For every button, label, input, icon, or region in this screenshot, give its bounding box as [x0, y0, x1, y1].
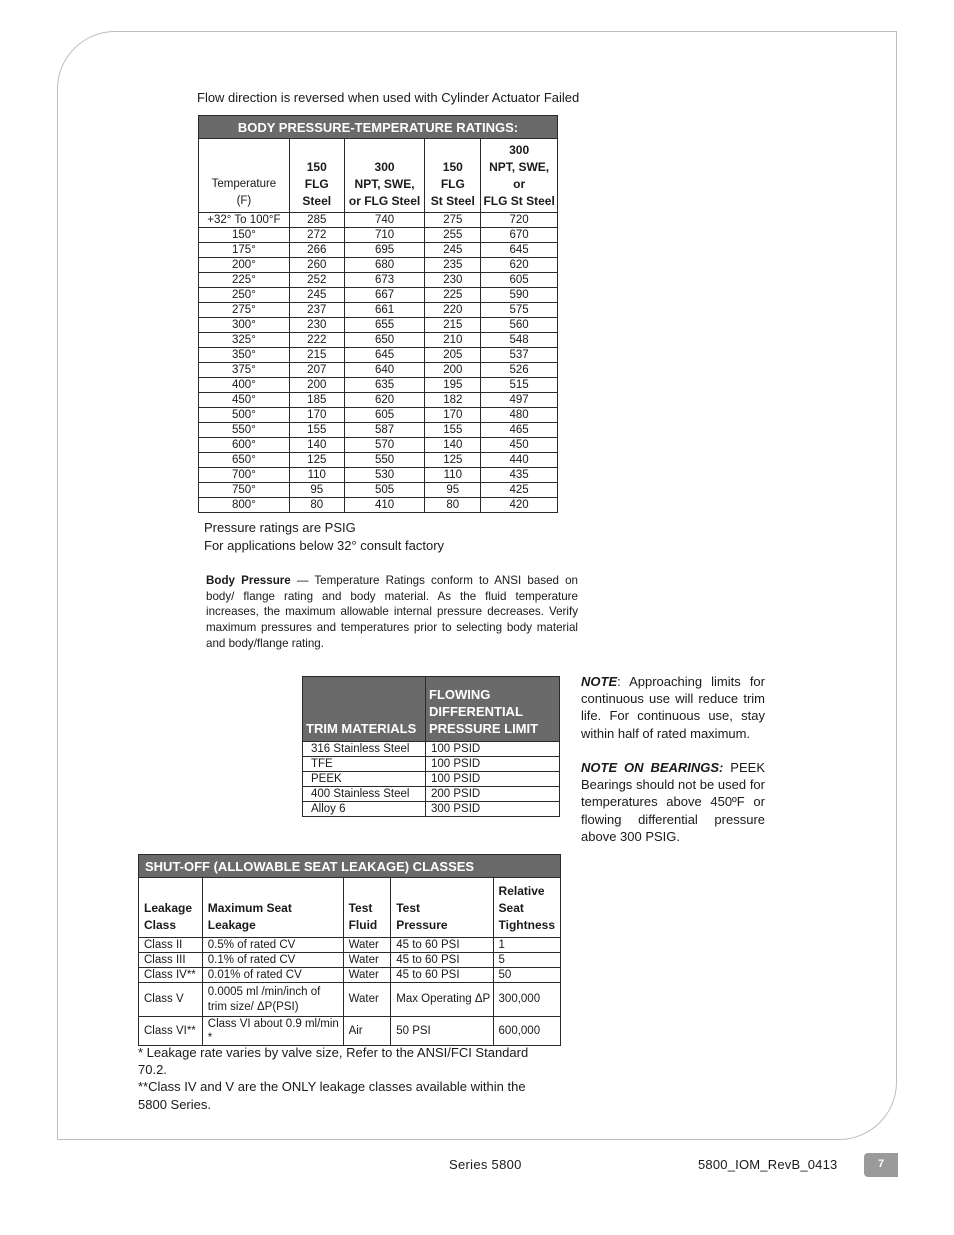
st-steel-150-cell: 220 [425, 303, 481, 318]
steel-300-cell: 570 [344, 438, 425, 453]
bp-row [199, 378, 558, 393]
header-300-st-steel: 300 NPT, SWE, or FLG St Steel [481, 139, 558, 213]
body-pressure-paragraph [206, 573, 578, 652]
steel-150-cell: 110 [289, 468, 344, 483]
body-pressure-bold: Body Pressure [206, 574, 291, 587]
max-seat-leakage-cell: 0.5% of rated CV [202, 938, 343, 953]
bp-row [199, 468, 558, 483]
steel-300-cell: 505 [344, 483, 425, 498]
st-steel-150-cell: 182 [425, 393, 481, 408]
steel-150-cell: 237 [289, 303, 344, 318]
temperature-cell: 700° [199, 468, 290, 483]
st-steel-300-cell: 435 [481, 468, 558, 483]
st-steel-150-cell: 200 [425, 363, 481, 378]
st-steel-300-cell: 480 [481, 408, 558, 423]
bearings-note-label: NOTE ON BEARINGS: [581, 760, 724, 775]
st-steel-150-cell: 225 [425, 288, 481, 303]
st-steel-300-cell: 575 [481, 303, 558, 318]
st-steel-300-cell: 537 [481, 348, 558, 363]
bp-row [199, 243, 558, 258]
temperature-cell: 600° [199, 438, 290, 453]
st-steel-150-cell: 125 [425, 453, 481, 468]
steel-150-cell: 155 [289, 423, 344, 438]
so-row [139, 1017, 561, 1046]
st-steel-150-cell: 205 [425, 348, 481, 363]
temperature-cell: 325° [199, 333, 290, 348]
steel-300-cell: 550 [344, 453, 425, 468]
st-steel-300-cell: 720 [481, 213, 558, 228]
st-steel-150-cell: 235 [425, 258, 481, 273]
test-fluid-cell: Water [343, 953, 391, 968]
test-pressure-cell: Max Operating ΔP [391, 983, 493, 1017]
steel-150-cell: 185 [289, 393, 344, 408]
st-steel-150-cell: 215 [425, 318, 481, 333]
so-row [139, 953, 561, 968]
st-steel-300-cell: 645 [481, 243, 558, 258]
temperature-cell: 150° [199, 228, 290, 243]
trim-row [303, 757, 560, 772]
pressure-ratings-note: Pressure ratings are PSIG [204, 520, 356, 535]
st-steel-150-cell: 245 [425, 243, 481, 258]
st-steel-300-cell: 560 [481, 318, 558, 333]
footer-series: Series 5800 [449, 1157, 522, 1172]
bp-row [199, 363, 558, 378]
bp-row [199, 288, 558, 303]
temperature-cell: 750° [199, 483, 290, 498]
leakage-class-cell: Class V [139, 983, 203, 1017]
steel-300-cell: 410 [344, 498, 425, 513]
pressure-limit-cell: 300 PSID [426, 802, 560, 817]
steel-150-cell: 207 [289, 363, 344, 378]
steel-300-cell: 680 [344, 258, 425, 273]
st-steel-150-cell: 110 [425, 468, 481, 483]
steel-300-cell: 661 [344, 303, 425, 318]
temperature-cell: 275° [199, 303, 290, 318]
steel-300-cell: 740 [344, 213, 425, 228]
steel-150-cell: 252 [289, 273, 344, 288]
test-pressure-cell: 45 to 60 PSI [391, 938, 493, 953]
header-test-pressure: Test Pressure [391, 878, 493, 938]
steel-300-cell: 635 [344, 378, 425, 393]
shutoff-title: SHUT-OFF (ALLOWABLE SEAT LEAKAGE) CLASSES [139, 855, 561, 878]
steel-150-cell: 200 [289, 378, 344, 393]
trim-row [303, 742, 560, 757]
test-fluid-cell: Air [343, 1017, 391, 1046]
bp-row [199, 408, 558, 423]
steel-300-cell: 650 [344, 333, 425, 348]
so-row [139, 983, 561, 1017]
st-steel-150-cell: 80 [425, 498, 481, 513]
bp-row [199, 423, 558, 438]
st-steel-300-cell: 548 [481, 333, 558, 348]
temperature-cell: 350° [199, 348, 290, 363]
leakage-class-cell: Class IV** [139, 968, 203, 983]
bp-row [199, 273, 558, 288]
steel-150-cell: 245 [289, 288, 344, 303]
st-steel-150-cell: 140 [425, 438, 481, 453]
bearings-note-text: PEEK Bearings should not be used for temperatures above 450ºF or flowing differential pressure above 300 PSIG. [581, 760, 765, 844]
test-fluid-cell: Water [343, 968, 391, 983]
below-32-note: For applications below 32° consult factory [204, 538, 445, 553]
max-seat-leakage-cell: Class VI about 0.9 ml/min * [202, 1017, 343, 1046]
st-steel-150-cell: 95 [425, 483, 481, 498]
temperature-cell: 500° [199, 408, 290, 423]
trim-row [303, 772, 560, 787]
temperature-cell: 400° [199, 378, 290, 393]
steel-150-cell: 140 [289, 438, 344, 453]
bp-row [199, 453, 558, 468]
temperature-cell: 650° [199, 453, 290, 468]
steel-300-cell: 640 [344, 363, 425, 378]
test-pressure-cell: 45 to 60 PSI [391, 968, 493, 983]
bp-row [199, 213, 558, 228]
st-steel-150-cell: 170 [425, 408, 481, 423]
pressure-limit-cell: 200 PSID [426, 787, 560, 802]
bp-row [199, 498, 558, 513]
trim-material-cell: TFE [303, 757, 426, 772]
trim-material-cell: 316 Stainless Steel [303, 742, 426, 757]
st-steel-300-cell: 440 [481, 453, 558, 468]
flow-direction-note: Flow direction is reversed when used with Cylinder Actuator Failed [197, 90, 580, 105]
st-steel-300-cell: 420 [481, 498, 558, 513]
steel-300-cell: 695 [344, 243, 425, 258]
header-flowing-differential: FLOWING DIFFERENTIAL PRESSURE LIMIT [426, 677, 560, 742]
temperature-cell: 450° [199, 393, 290, 408]
steel-150-cell: 215 [289, 348, 344, 363]
header-max-seat-leakage: Maximum Seat Leakage [202, 878, 343, 938]
pressure-limit-cell: 100 PSID [426, 772, 560, 787]
steel-150-cell: 272 [289, 228, 344, 243]
bp-row [199, 333, 558, 348]
so-row [139, 968, 561, 983]
so-row [139, 938, 561, 953]
header-150-flg-steel: 150 FLG Steel [289, 139, 344, 213]
st-steel-150-cell: 195 [425, 378, 481, 393]
temperature-cell: +32° To 100°F [199, 213, 290, 228]
trim-material-cell: PEEK [303, 772, 426, 787]
steel-150-cell: 230 [289, 318, 344, 333]
relative-tightness-cell: 1 [493, 938, 560, 953]
st-steel-150-cell: 230 [425, 273, 481, 288]
temperature-cell: 250° [199, 288, 290, 303]
relative-tightness-cell: 300,000 [493, 983, 560, 1017]
max-seat-leakage-cell: 0.1% of rated CV [202, 953, 343, 968]
st-steel-150-cell: 155 [425, 423, 481, 438]
temperature-cell: 200° [199, 258, 290, 273]
temperature-cell: 800° [199, 498, 290, 513]
header-trim-materials: TRIM MATERIALS [303, 677, 426, 742]
leakage-class-cell: Class III [139, 953, 203, 968]
st-steel-150-cell: 210 [425, 333, 481, 348]
bp-row [199, 228, 558, 243]
footer-doc-id: 5800_IOM_RevB_0413 [698, 1157, 838, 1172]
temperature-cell: 300° [199, 318, 290, 333]
max-seat-leakage-cell: 0.0005 ml /min/inch of trim size/ ΔP(PSI) [202, 983, 343, 1017]
st-steel-150-cell: 275 [425, 213, 481, 228]
header-leakage-class: Leakage Class [139, 878, 203, 938]
footnote-class-availability: **Class IV and V are the ONLY leakage classes available within the 5800 Series. [138, 1079, 526, 1112]
st-steel-300-cell: 425 [481, 483, 558, 498]
footnote-leakage-rate: * Leakage rate varies by valve size, Refer to the ANSI/FCI Standard 70.2. [138, 1045, 529, 1078]
steel-300-cell: 667 [344, 288, 425, 303]
steel-150-cell: 285 [289, 213, 344, 228]
st-steel-300-cell: 590 [481, 288, 558, 303]
steel-150-cell: 260 [289, 258, 344, 273]
body-pressure-title: BODY PRESSURE-TEMPERATURE RATINGS: [199, 116, 558, 139]
steel-300-cell: 620 [344, 393, 425, 408]
test-fluid-cell: Water [343, 983, 391, 1017]
steel-300-cell: 710 [344, 228, 425, 243]
note-text: : Approaching limits for continuous use will reduce trim life. For continuous use, stay within half of rated maximum. [581, 674, 765, 741]
relative-tightness-cell: 50 [493, 968, 560, 983]
relative-tightness-cell: 600,000 [493, 1017, 560, 1046]
bp-row [199, 348, 558, 363]
pressure-limit-cell: 100 PSID [426, 757, 560, 772]
steel-150-cell: 125 [289, 453, 344, 468]
trim-row [303, 787, 560, 802]
header-test-fluid: Test Fluid [343, 878, 391, 938]
bp-row [199, 393, 558, 408]
trim-material-cell: 400 Stainless Steel [303, 787, 426, 802]
header-300-steel: 300 NPT, SWE, or FLG Steel [344, 139, 425, 213]
temperature-cell: 375° [199, 363, 290, 378]
test-fluid-cell: Water [343, 938, 391, 953]
shutoff-classes-table [138, 854, 561, 1046]
bp-row [199, 318, 558, 333]
note-label: NOTE [581, 674, 618, 689]
temperature-cell: 550° [199, 423, 290, 438]
st-steel-300-cell: 526 [481, 363, 558, 378]
steel-300-cell: 587 [344, 423, 425, 438]
bp-row [199, 303, 558, 318]
bearings-note [581, 759, 765, 845]
steel-150-cell: 80 [289, 498, 344, 513]
steel-150-cell: 222 [289, 333, 344, 348]
trim-material-cell: Alloy 6 [303, 802, 426, 817]
bp-row [199, 438, 558, 453]
steel-150-cell: 266 [289, 243, 344, 258]
steel-150-cell: 95 [289, 483, 344, 498]
st-steel-300-cell: 620 [481, 258, 558, 273]
st-steel-150-cell: 255 [425, 228, 481, 243]
st-steel-300-cell: 450 [481, 438, 558, 453]
trim-life-note [581, 673, 765, 742]
steel-300-cell: 673 [344, 273, 425, 288]
steel-300-cell: 645 [344, 348, 425, 363]
max-seat-leakage-cell: 0.01% of rated CV [202, 968, 343, 983]
footnotes [138, 1044, 538, 1113]
steel-300-cell: 530 [344, 468, 425, 483]
test-pressure-cell: 50 PSI [391, 1017, 493, 1046]
test-pressure-cell: 45 to 60 PSI [391, 953, 493, 968]
bp-row [199, 483, 558, 498]
leakage-class-cell: Class II [139, 938, 203, 953]
header-relative-seat-tightness: Relative Seat Tightness [493, 878, 560, 938]
body-pressure-table [198, 115, 558, 513]
pressure-limit-cell: 100 PSID [426, 742, 560, 757]
relative-tightness-cell: 5 [493, 953, 560, 968]
header-temperature: Temperature (F) [199, 139, 290, 213]
trim-materials-table [302, 676, 560, 817]
st-steel-300-cell: 465 [481, 423, 558, 438]
temperature-cell: 175° [199, 243, 290, 258]
trim-row [303, 802, 560, 817]
st-steel-300-cell: 605 [481, 273, 558, 288]
bp-row [199, 258, 558, 273]
header-150-flg-st-steel: 150 FLG St Steel [425, 139, 481, 213]
steel-300-cell: 605 [344, 408, 425, 423]
st-steel-300-cell: 670 [481, 228, 558, 243]
temperature-cell: 225° [199, 273, 290, 288]
leakage-class-cell: Class VI** [139, 1017, 203, 1046]
steel-150-cell: 170 [289, 408, 344, 423]
st-steel-300-cell: 497 [481, 393, 558, 408]
body-pressure-text: — Temperature Ratings conform to ANSI based on body/ flange rating and body material. As the fluid temperature increases, the maximum allowable internal pressure decreases. Verify maximum pressures and temperatures prior to selecting body material and body/flange rating. [206, 574, 578, 650]
steel-300-cell: 655 [344, 318, 425, 333]
page-number: 7 [864, 1153, 898, 1177]
st-steel-300-cell: 515 [481, 378, 558, 393]
